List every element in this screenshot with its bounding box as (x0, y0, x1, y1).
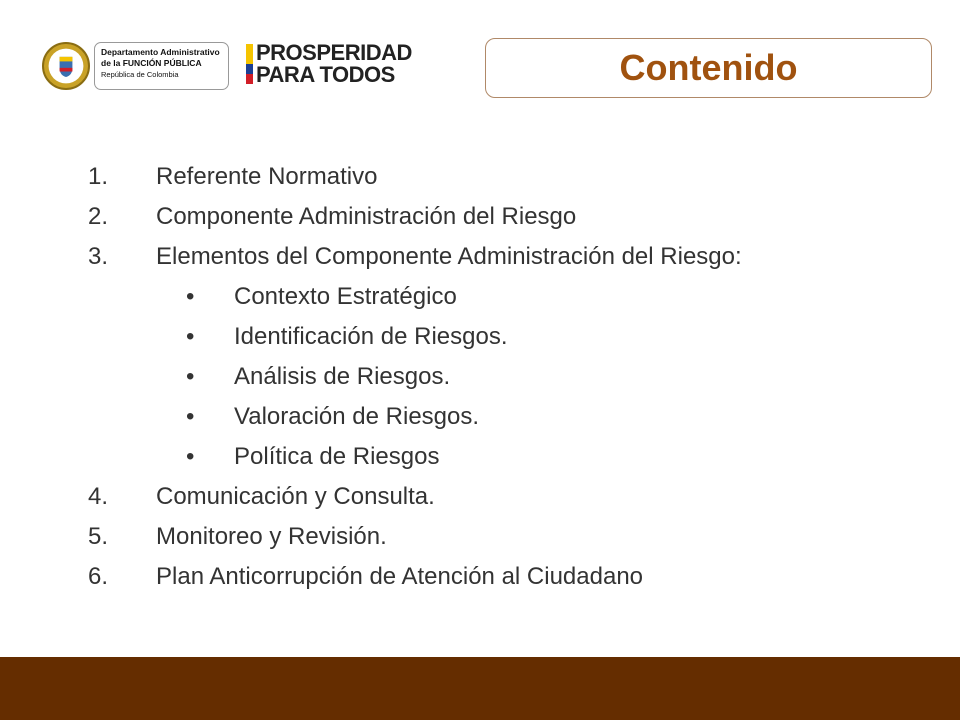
sub-item-text: Política de Riesgos (234, 443, 440, 470)
item-text: Elementos del Componente Administración del Riesgo: (156, 243, 742, 270)
page-title: Contenido (619, 47, 798, 88)
sub-list-item (88, 362, 908, 392)
dafp-line3: República de Colombia (101, 70, 179, 79)
list-item (88, 202, 908, 232)
list-item (88, 482, 908, 512)
sub-list-item (88, 442, 908, 472)
prosperidad-line1: PROSPERIDAD (256, 40, 412, 65)
bullet-icon: • (186, 403, 195, 430)
sub-list-item (88, 322, 908, 352)
item-number: 3. (88, 243, 109, 270)
item-text: Monitoreo y Revisión. (156, 523, 387, 550)
item-number: 5. (88, 523, 109, 550)
sub-list-item (88, 282, 908, 312)
dafp-logo (94, 42, 229, 90)
dafp-line2: de la FUNCIÓN PÚBLICA (101, 58, 202, 68)
item-number: 1. (88, 163, 109, 190)
list-item (88, 522, 908, 552)
colombia-seal-logo (42, 42, 90, 90)
sub-item-text: Valoración de Riesgos. (234, 403, 480, 430)
colombia-flag-icon (246, 44, 253, 84)
sub-item-text: Identificación de Riesgos. (234, 323, 508, 350)
header (0, 0, 960, 125)
item-text: Plan Anticorrupción de Atención al Ciudadano (156, 563, 644, 590)
footer-bar (0, 657, 960, 720)
list-item (88, 242, 908, 272)
list-item (88, 562, 908, 592)
item-number: 4. (88, 483, 109, 510)
item-text: Componente Administración del Riesgo (156, 203, 577, 230)
title-box (485, 38, 932, 98)
sub-item-text: Análisis de Riesgos. (234, 363, 451, 390)
bullet-icon: • (186, 363, 195, 390)
list-item (88, 162, 908, 192)
sub-item-text: Contexto Estratégico (234, 283, 457, 310)
dafp-line1: Departamento Administrativo (101, 47, 220, 57)
content-list (88, 162, 908, 602)
item-number: 2. (88, 203, 109, 230)
item-number: 6. (88, 563, 109, 590)
sub-list-item (88, 402, 908, 432)
bullet-icon: • (186, 283, 195, 310)
bullet-icon: • (186, 443, 195, 470)
prosperidad-logo (246, 42, 416, 88)
item-text: Comunicación y Consulta. (156, 483, 435, 510)
prosperidad-line2: PARA TODOS (256, 62, 395, 87)
prosperidad-text (256, 42, 412, 86)
item-text: Referente Normativo (156, 163, 378, 190)
bullet-icon: • (186, 323, 195, 350)
